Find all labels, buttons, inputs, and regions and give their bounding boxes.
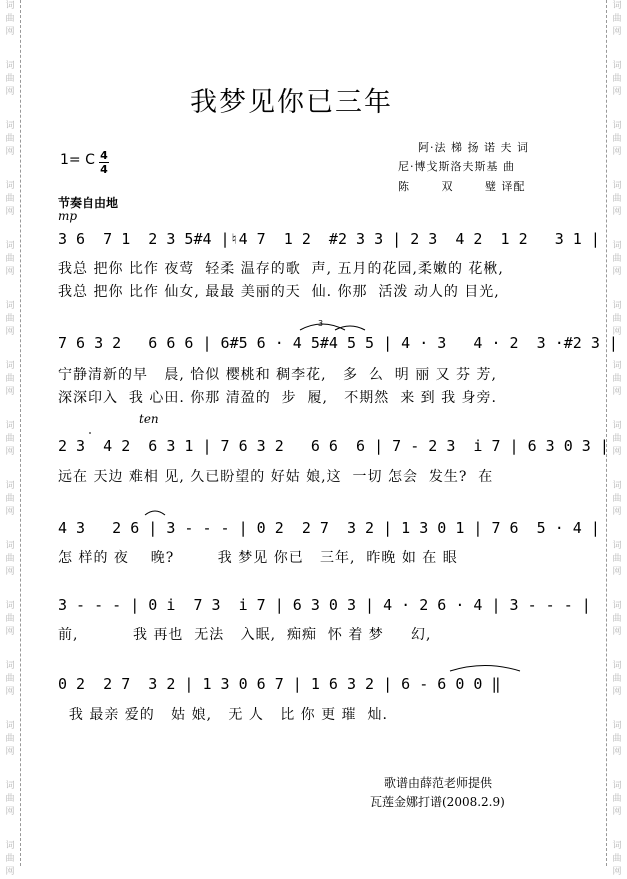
watermark-char: 词 [612,361,622,371]
watermark-char: 曲 [5,194,15,204]
time-signature-bottom: 4 [100,163,108,176]
watermark-char: 网 [5,327,15,337]
watermark-char: 词 [5,721,15,731]
triplet-number: 3 [318,319,324,328]
watermark-char: 曲 [612,614,622,624]
watermark-char: 网 [612,447,622,457]
watermark-char: 词 [612,1,622,11]
notation-line-2: 7 6 3 2 6 6 6 | 6#5 6 · 4 5#4 5 5 | 4 · 3 4 · 2 3 ·#2 3 | [58,334,618,352]
watermark-char: 词 [5,481,15,491]
watermark-char: 网 [612,807,622,817]
watermark-char: 网 [612,87,622,97]
watermark-char: 词 [5,661,15,671]
watermark-char: 曲 [5,614,15,624]
watermark-char: 曲 [5,794,15,804]
lyrics-line-5: 前, 我 再也 无法 入眠, 痴痴 怀 着 梦 幻, [58,627,432,643]
watermark-char: 词 [5,121,15,131]
watermark-char: 网 [5,87,15,97]
notation-line-4: 4 3 2 6 | 3 - - - | 0 2 2 7 3 2 | 1 3 0 1 | 7 6 5 · 4 | [58,519,600,537]
watermark-char: 网 [612,507,622,517]
tempo-marking: 节奏自由地 [58,196,119,210]
lyricist-credit: 阿·法 梯 扬 诺 夫 词 [418,141,529,154]
watermark-char: 词 [612,661,622,671]
watermark-char: 词 [5,181,15,191]
translator-credit: 陈 双 璧 译配 [398,180,526,193]
watermark-char: 词 [612,721,622,731]
watermark-char: 曲 [5,254,15,264]
lyrics-line-2b: 深深印入 我 心田. 你那 清盈的 步 履, 不期然 来 到 我 身旁. [58,390,498,406]
watermark-char: 词 [5,841,15,851]
watermark-char: 曲 [5,674,15,684]
watermark-char: 词 [612,121,622,131]
key-signature: 1= C [60,152,95,168]
lyrics-line-3: 远在 天边 难相 见, 久已盼望的 好姑 娘,这 一切 怎会 发生? 在 [58,469,494,485]
watermark-char: 网 [5,267,15,277]
watermark-char: 网 [5,567,15,577]
watermark-char: 网 [612,27,622,37]
lyrics-line-2a: 宁静清新的早 晨, 恰似 樱桃和 稠李花, 多 么 明 丽 又 芬 芳, [58,367,498,383]
watermark-char: 曲 [5,494,15,504]
notation-line-5: 3 - - - | 0 i 7 3 i 7 | 6 3 0 3 | 4 · 2 6 · 4 | 3 - - - | [58,596,591,614]
watermark-char: 网 [612,327,622,337]
watermark-char: 词 [5,301,15,311]
watermark-char: 曲 [5,734,15,744]
lyrics-line-4: 怎 样的 夜 晚? 我 梦见 你已 三年, 昨晚 如 在 眼 [58,550,458,566]
watermark-char: 词 [612,61,622,71]
watermark-char: 曲 [5,14,15,24]
watermark-char: 网 [5,387,15,397]
watermark-char: 词 [612,541,622,551]
watermark-char: 曲 [612,254,622,264]
watermark-char: 曲 [5,374,15,384]
watermark-char: 词 [5,1,15,11]
notation-line-1: 3 6 7 1 2 3 5#4 |♮4 7 1 2 #2 3 3 | 2 3 4 2 1 2 3 1 | [58,230,600,248]
slur-4 [450,666,520,672]
watermark-char: 曲 [612,554,622,564]
watermark-char: 词 [612,421,622,431]
watermark-char: 词 [612,481,622,491]
watermark-char: 曲 [612,134,622,144]
watermark-char: 网 [5,807,15,817]
watermark-char: 曲 [612,314,622,324]
watermark-char: 词 [612,601,622,611]
watermark-char: 词 [5,601,15,611]
footer-typesetter: 瓦莲金娜打谱(2008.2.9) [370,795,505,809]
watermark-char: 曲 [5,554,15,564]
watermark-char: 词 [612,841,622,851]
watermark-char: 曲 [5,314,15,324]
watermark-char: 曲 [5,434,15,444]
watermark-char: 曲 [612,494,622,504]
watermark-char: 网 [612,267,622,277]
watermark-char: 曲 [5,854,15,864]
watermark-char: 词 [5,541,15,551]
watermark-char: 曲 [612,794,622,804]
slur-3 [145,511,165,515]
composer-credit: 尼·博戈斯洛夫斯基 曲 [398,160,515,173]
watermark-char: 词 [5,241,15,251]
watermark-char: 网 [612,687,622,697]
watermark-char: 词 [612,241,622,251]
watermark-char: 网 [5,627,15,637]
notation-line-3: 2 3 4 2 6 3 1 | 7 6 3 2 6 6 6 | 7 - 2 3 i 7 | 6 3 0 3 | [58,437,609,455]
slur-2 [335,326,365,330]
lyrics-line-1a: 我总 把你 比作 夜莺 轻柔 温存的歌 声, 五月的花园,柔嫩的 花楸, [58,261,504,277]
watermark-char: 词 [5,61,15,71]
watermark-char: 网 [612,867,622,877]
watermark-char: 网 [612,387,622,397]
watermark-char: 网 [5,867,15,877]
watermark-char: 网 [5,207,15,217]
watermark-char: 曲 [612,434,622,444]
watermark-char: 网 [5,147,15,157]
watermark-char: 词 [612,781,622,791]
watermark-char: 网 [5,747,15,757]
watermark-char: 词 [5,421,15,431]
footer-source: 歌谱由薛范老师提供 [384,776,493,790]
watermark-char: 网 [612,567,622,577]
watermark-char: 网 [612,147,622,157]
watermark-char: 词 [5,361,15,371]
dynamic-ten: ten [139,412,159,426]
watermark-char: 曲 [5,74,15,84]
dynamic-mp: mp [58,209,78,223]
time-signature-top: 4 [100,149,108,162]
watermark-char: 词 [5,781,15,791]
watermark-char: 曲 [5,134,15,144]
watermark-char: 网 [612,207,622,217]
watermark-char: 曲 [612,194,622,204]
watermark-char: 词 [612,301,622,311]
watermark-char: 曲 [612,374,622,384]
lyrics-line-1b: 我总 把你 比作 仙女, 最最 美丽的天 仙. 你那 活泼 动人的 目光, [58,284,500,300]
watermark-char: 曲 [612,854,622,864]
lyrics-line-6: 我 最亲 爱的 姑 娘, 无 人 比 你 更 璀 灿. [58,707,388,723]
song-title: 我梦见你已三年 [190,87,393,118]
watermark-char: 词 [612,181,622,191]
watermark-char: 曲 [612,734,622,744]
watermark-char: 曲 [612,14,622,24]
watermark-char: 网 [5,27,15,37]
watermark-char: 网 [5,687,15,697]
watermark-char: 网 [612,627,622,637]
watermark-char: 网 [5,447,15,457]
watermark-char: 曲 [612,674,622,684]
watermark-char: 网 [612,747,622,757]
notation-line-6: 0 2 2 7 3 2 | 1 3 0 6 7 | 1 6 3 2 | 6 - 6 0 0 ‖ [58,675,501,693]
watermark-char: 曲 [612,74,622,84]
watermark-char: 网 [5,507,15,517]
